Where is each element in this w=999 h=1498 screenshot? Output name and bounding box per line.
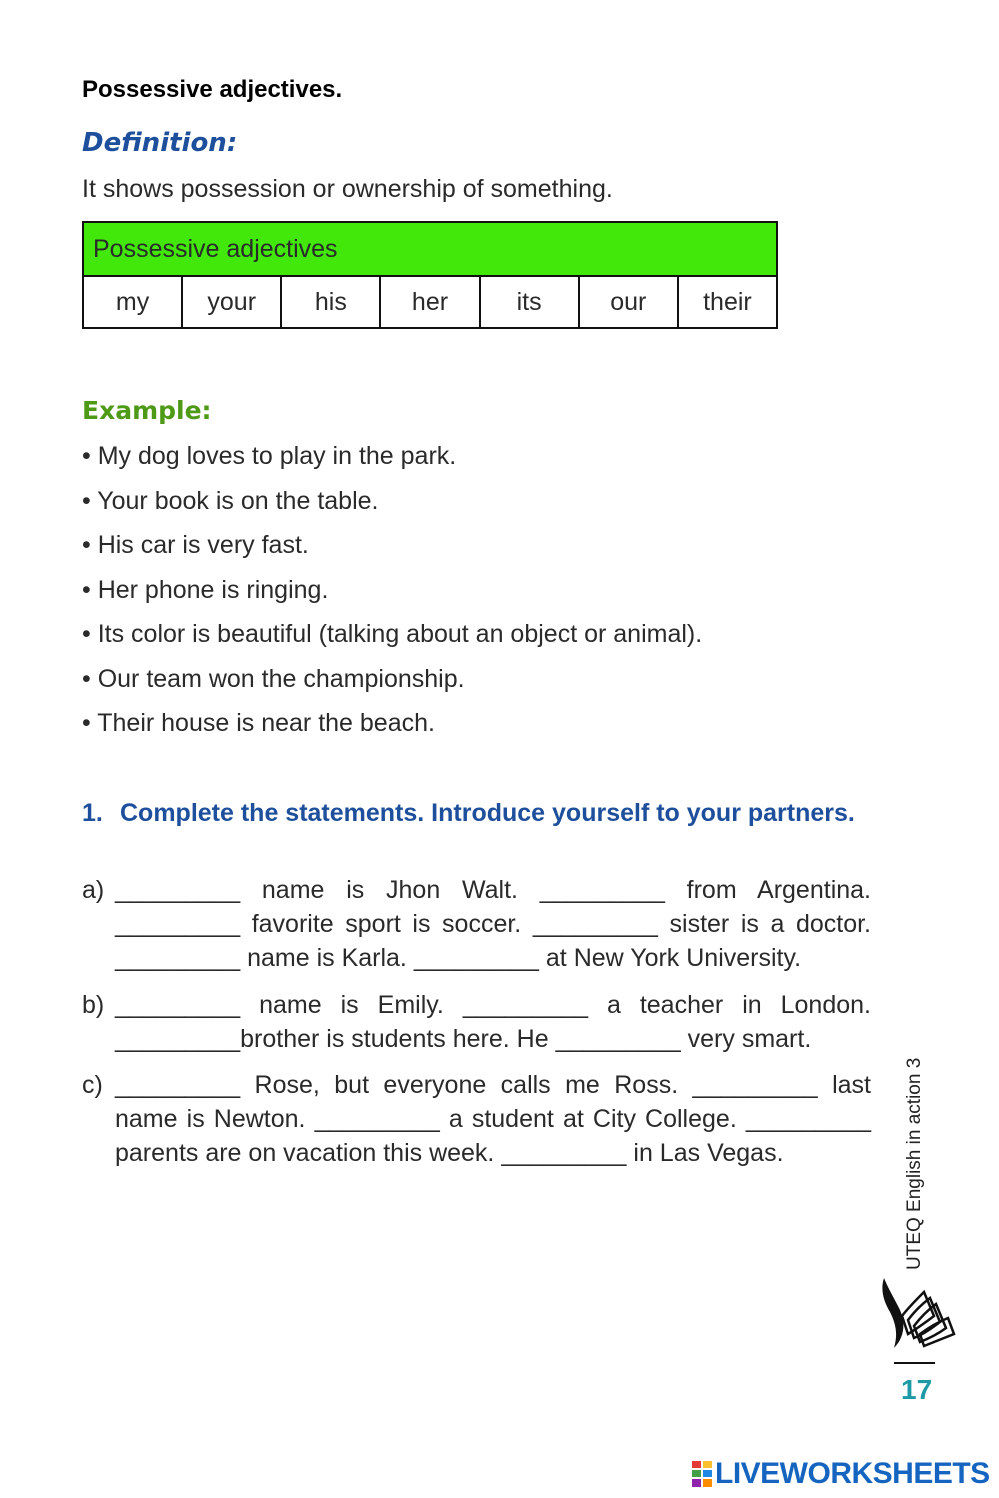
- definition-heading: Definition:: [82, 128, 238, 158]
- liveworksheets-brand: LIVEWORKSHEETS: [715, 1457, 990, 1490]
- example-item: • My dog loves to play in the park.: [82, 442, 457, 470]
- example-item: • Their house is near the beach.: [82, 709, 435, 737]
- open-book-icon: [878, 1276, 960, 1354]
- exercise-item-b: [82, 988, 871, 1056]
- exercise-item-text[interactable]: _________ name is Jhon Walt. _________ from Argentina. _________ favorite sport is soccer. _________ sister is a doctor. _________ name is Karla. _________ at New York University.: [115, 876, 871, 972]
- example-list: [82, 440, 702, 752]
- table-cell-its: its: [480, 276, 579, 328]
- page-title: Possessive adjectives.: [82, 76, 343, 103]
- table-cell-our: our: [579, 276, 678, 328]
- table-cell-his: his: [281, 276, 380, 328]
- example-item: • Her phone is ringing.: [82, 575, 329, 604]
- possessive-adjectives-table: [82, 221, 778, 329]
- table-cell-their: their: [678, 276, 777, 328]
- table-header-row: [83, 222, 777, 276]
- example-heading: Example:: [82, 396, 212, 425]
- table-words-row: [83, 276, 777, 328]
- table-cell-my: my: [83, 276, 182, 328]
- exercise-number: 1.: [82, 799, 103, 827]
- page-number-rule: [894, 1362, 935, 1364]
- table-header-cell: Possessive adjectives: [83, 222, 777, 276]
- exercise-item-c: [82, 1068, 871, 1170]
- exercise-instruction: Complete the statements. Introduce yourself to your partners.: [120, 799, 855, 827]
- example-item: • Its color is beautiful (talking about an object or animal).: [82, 620, 703, 648]
- book-title-vertical: UTEQ English in action 3: [904, 1057, 925, 1270]
- example-item: • Your book is on the table.: [82, 486, 379, 515]
- exercise-item-label: c): [82, 1071, 103, 1099]
- liveworksheets-icon: [692, 1461, 712, 1487]
- exercise-item-label: b): [82, 991, 105, 1019]
- exercise-item-label: a): [82, 876, 105, 904]
- example-item: • Our team won the championship.: [82, 664, 465, 693]
- exercise-item-a: [82, 873, 871, 975]
- exercise-heading: [82, 797, 871, 829]
- definition-text: It shows possession or ownership of something.: [82, 175, 613, 203]
- page-number: 17: [901, 1374, 933, 1405]
- example-item: • His car is very fast.: [82, 531, 309, 559]
- liveworksheets-logo: [692, 1457, 990, 1491]
- table-cell-your: your: [182, 276, 281, 328]
- exercise-item-text[interactable]: _________ name is Emily. _________ a teacher in London. _________brother is students here. He _________ very smart.: [115, 991, 871, 1053]
- exercise-item-text[interactable]: _________ Rose, but everyone calls me Ross. _________ last name is Newton. _________ a student at City College. _________ parents are on vacation this week. _________ in Las Vegas.: [115, 1071, 871, 1167]
- table-cell-her: her: [380, 276, 479, 328]
